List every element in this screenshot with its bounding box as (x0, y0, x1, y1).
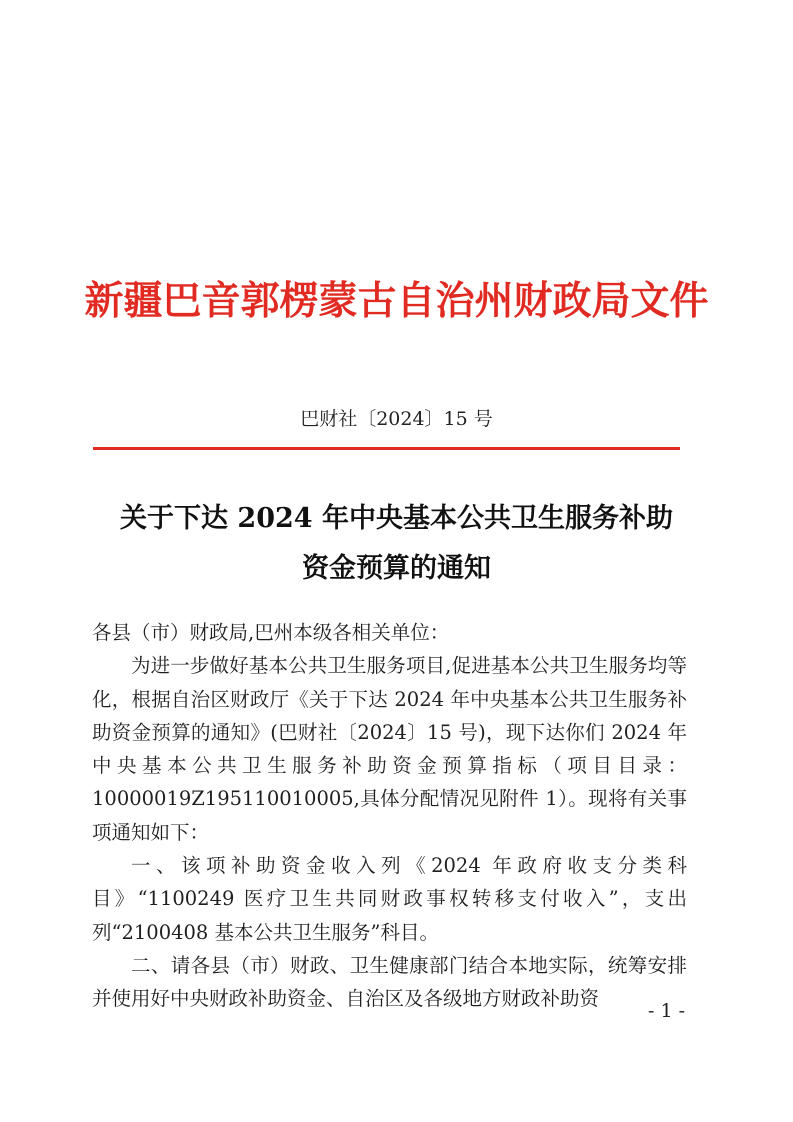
red-divider-line (93, 447, 680, 450)
page-number: - 1 - (647, 1000, 685, 1022)
notice-title-line-1: 关于下达 2024 年中央基本公共卫生服务补助 (120, 503, 673, 534)
body-paragraph-3: 二、请各县（市）财政、卫生健康部门结合本地实际，统筹安排并使用好中央财政补助资金、自治区及各级地方财政补助资 (92, 953, 687, 1011)
salutation: 各县（市）财政局,巴州本级各相关单位： (92, 621, 450, 644)
notice-title (0, 494, 793, 594)
document-number: 巴财社〔2024〕15 号 (300, 408, 493, 430)
body-paragraph-1: 为进一步做好基本公共卫生服务项目,促进基本公共卫生服务均等化，根据自治区财政厅《关于下达 2024 年中央基本公共卫生服务补助资金预算的通知》(巴财社〔2024〕15 号)，现下达你们 2024 年中央基本公共卫生服务补助资金预算指标（项目目录：10000019Z195110010005,具体分配情况见附件 1）。现将有关事项通知如下： (92, 654, 687, 844)
body-paragraph-2: 一、该项补助资金收入列《2024 年政府收支分类科目》“1100249 医疗卫生共同财政事权转移支付收入”，支出列“2100408 基本公共卫生服务”科目。 (92, 854, 687, 944)
notice-title-line-2: 资金预算的通知 (302, 553, 491, 584)
notice-body (92, 616, 687, 1016)
issuer-title: 新疆巴音郭楞蒙古自治州财政局文件 (84, 278, 709, 324)
